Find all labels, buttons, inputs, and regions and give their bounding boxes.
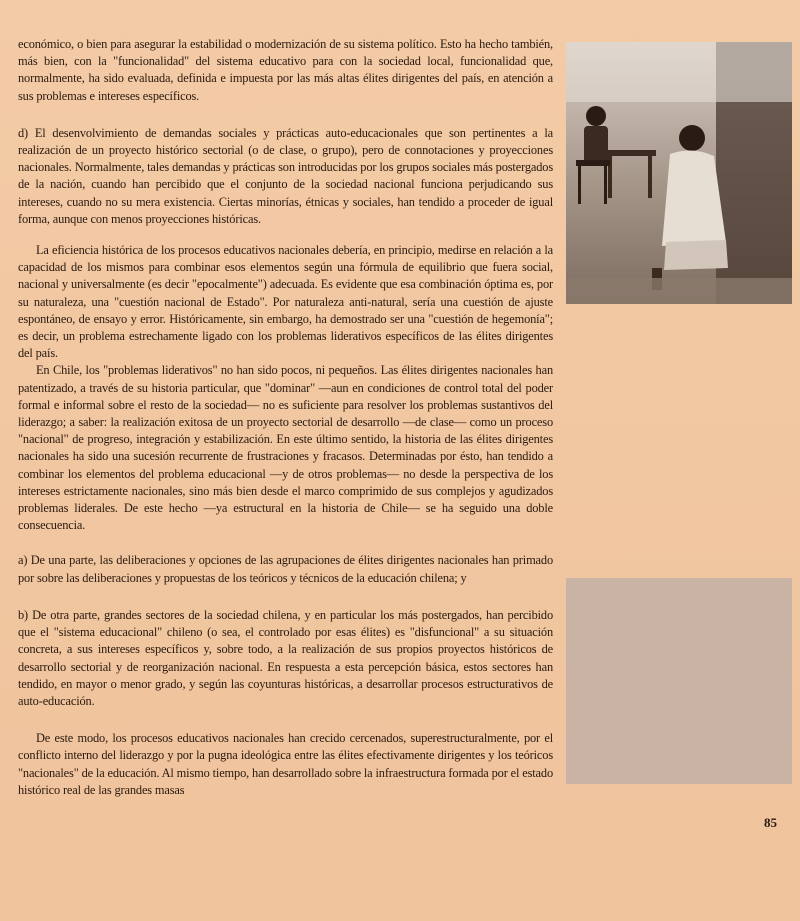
paragraph-2: d) El desenvolvimiento de demandas sociales y prácticas auto-educacionales que son pertinentes a la realización de un proyecto histórico sectorial (o de clase, o grupo), pero de connotaciones y proyecciones nacionales. Normalmente, tales demandas y prácticas son introducidas por los grupos sociales más postergados de la nación, cuando han percibido que el conjunto de la sociedad nacional funciona perjudicando sus intereses, cuando no su mera existencia. Ciertas minorías, étnicas y sociales, han tendido a proceder de igual forma, aunque con menos proyecciones históricas. bbox=[18, 125, 553, 226]
paragraph-6: b) De otra parte, grandes sectores de la sociedad chilena, y en particular los más postergados, han percibido que el "sistema educacional" chileno (o sea, el controlado por esas élites) es "disfuncional" a su situación concreta, a sus intereses específicos y, sobre todo, a la realización de sus propios proyectos históricos de desarrollo sectorial y de reorganización nacional. En respuesta a esta percepción básica, estos sectores han tendido, en mayor o menor grado, y según las coyunturas históricas, a desarrollar procesos estructurativos de auto-educación. bbox=[18, 607, 553, 708]
paragraph-1: económico, o bien para asegurar la estabilidad o modernización de su sistema político. Esto ha hecho también, más bien, con la "funcionalidad" del sistema educativo para con la sociedad local, funcionalidad que, normalmente, ha sido evaluada, definida e impuesta por las más altas élites dirigentes del país, en atención a sus problemas e intereses específicos. bbox=[18, 37, 553, 103]
text-column bbox=[18, 36, 553, 811]
paragraph-3: La eficiencia histórica de los procesos educativos nacionales debería, en principio, medirse en relación a la capacidad de los mismos para combinar esos elementos según una fórmula de equilibrio que fuera social, nacional y universalmente (es decir "epocalmente") adecuada. Es evidente que esa combinación óptima es, por su naturaleza, una "cuestión nacional de Estado". Por naturaleza anti-natural, sería una cuestión de ajuste espontáneo, de ensayo y error. Históricamente, sin embargo, ha demostrado ser una "cuestión de hegemonía"; es decir, un problema estrechamente ligado con los problemas liderativos específicos de las élites dirigentes del país. bbox=[18, 243, 553, 361]
photo-drawing bbox=[566, 42, 792, 304]
paragraph-7: De este modo, los procesos educativos nacionales han crecido cercenados, superestructuralmente, por el conflicto interno del liderazgo y por la pugna ideológica entre las élites efectivamente dirigentes y los teóricos "nacionales" de la educación. Al mismo tiempo, han desarrollado sobre la infraestructura formada por el estado histórico real de las grandes masas bbox=[18, 731, 553, 797]
illustration-photo bbox=[566, 42, 792, 304]
paragraph-4: En Chile, los "problemas liderativos" no han sido pocos, ni pequeños. Las élites dirigentes nacionales han patentizado, a través de su historia particular, que "dominar" —aun en condiciones de control total del poder formal e informal sobre el resto de la sociedad— no es suficiente para resolver los problemas sustantivos del liderazgo; a saber: la realización exitosa de un proyecto sectorial de desarrollo —de clase— como un proceso "nacional" de progreso, integración y estabilización. En este último sentido, la historia de las élites dirigentes nacionales ha sido una sucesión recurrente de frustraciones y fracasos. Determinadas por ésto, han tendido a combinar los elementos del problema educacional —y de otros problemas— no desde la perspectiva de los intereses estrictamente nacionales, sino más bien desde el marco comprimido de sus complejos y agudizados problemas liderales. De este hecho —ya estructural en la historia de Chile— se ha seguido una doble consecuencia. bbox=[18, 363, 553, 533]
faded-image-area bbox=[566, 578, 792, 784]
page-number: 85 bbox=[764, 815, 777, 830]
paragraph-5: a) De una parte, las deliberaciones y opciones de las agrupaciones de élites dirigentes nacionales han primado por sobre las deliberaciones y propuestas de los teóricos y técnicos de la educación chilena; y bbox=[18, 553, 553, 585]
